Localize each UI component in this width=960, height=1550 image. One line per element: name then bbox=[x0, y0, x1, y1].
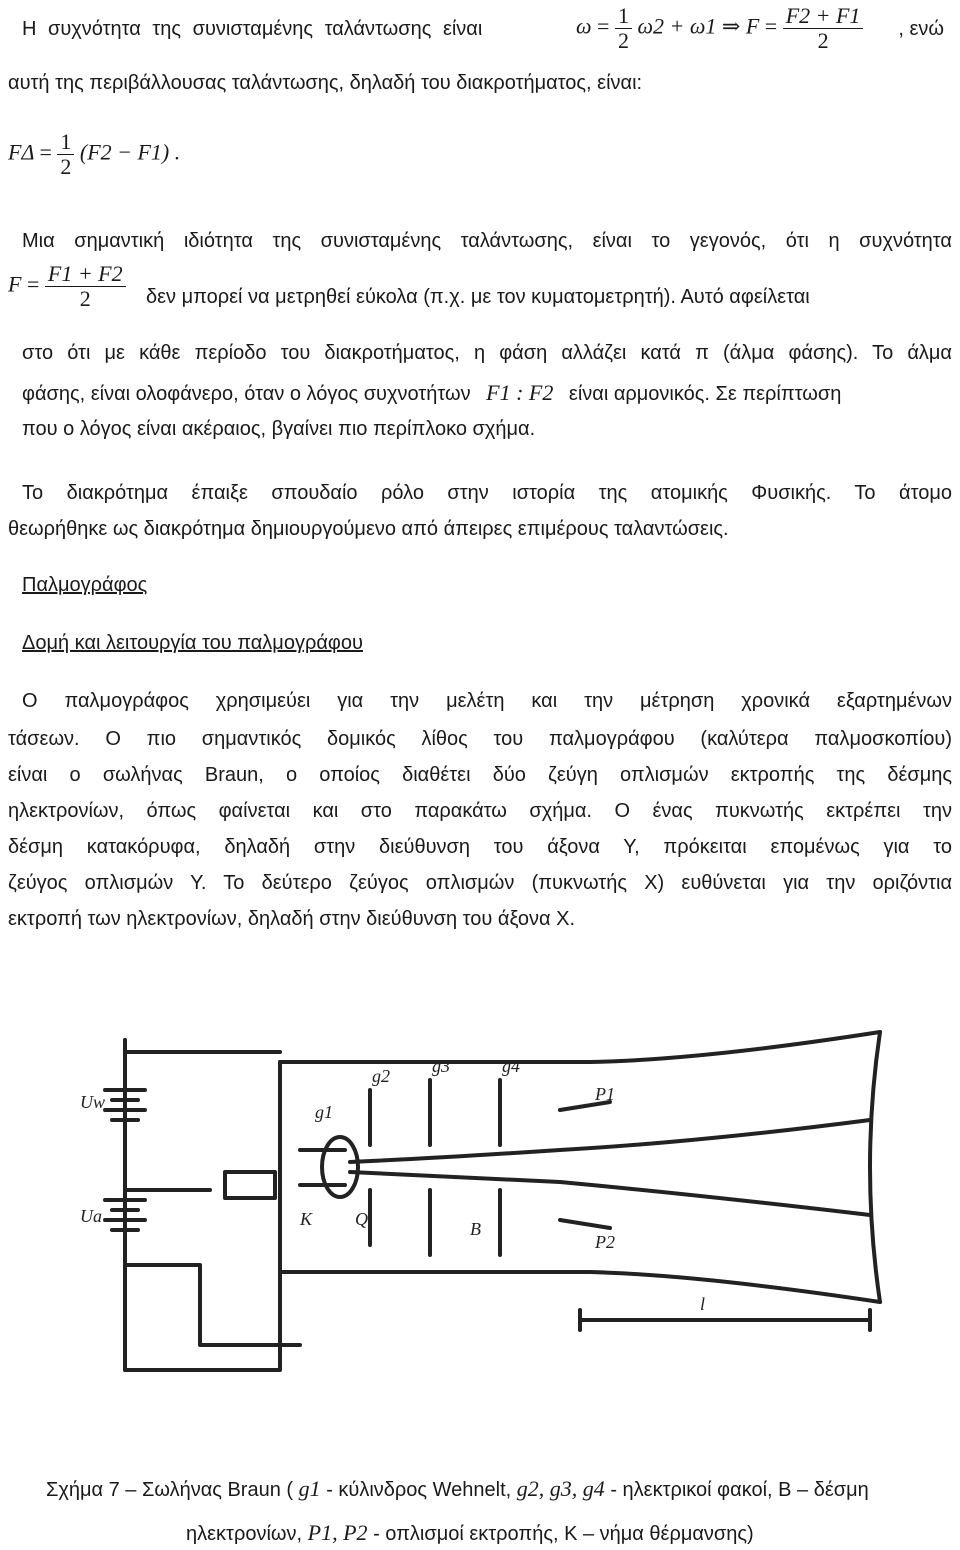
tube-screen bbox=[870, 1032, 880, 1302]
equals-sign-4: = bbox=[26, 271, 40, 297]
caption-line1c: - ηλεκτρικοί φακοί, B – δέσμη bbox=[610, 1479, 869, 1501]
braun-tube-figure bbox=[0, 1010, 960, 1400]
caption-line1a: Σχήμα 7 – Σωλήνας Braun ( bbox=[46, 1479, 294, 1501]
p2-line5: που ο λόγος είναι ακέραιος, βγαίνει πιο περίπλοκο σχήμα. bbox=[22, 418, 536, 440]
p2-line1: Μια σημαντική ιδιότητα της συνισταμένης ταλάντωσης, είναι το γεγονός, ότι η συχνότητα bbox=[22, 230, 952, 252]
p1-formula bbox=[576, 4, 863, 53]
p2-line4 bbox=[22, 380, 952, 406]
f-fraction: $\frac{F2 + F1}{2}$ bbox=[783, 4, 864, 53]
p3-line1: Το διακρότημα έπαιξε σπουδαίο ρόλο στην ιστορία της ατομικής Φυσικής. Το άτομο bbox=[22, 482, 952, 504]
p1-line1 bbox=[8, 3, 952, 72]
p4-line-4: δέσμη κατακόρυφα, δηλαδή στην διεύθυνση του άξονα Υ, πρόκειται επομένως για το bbox=[8, 836, 952, 858]
plate-p2 bbox=[560, 1220, 610, 1228]
p4-line-5: ζεύγος οπλισμών Υ. Το δεύτερο ζεύγος οπλισμών (πυκνωτής Χ) ευθύνεται για την οριζόντια bbox=[8, 872, 952, 894]
p4-line-3: ηλεκτρονίων, όπως φαίνεται και στο παρακάτω σχήμα. Ο ένας πυκνωτής εκτρέπει την bbox=[8, 800, 952, 822]
f-delta-symbol: FΔ bbox=[8, 139, 34, 165]
wehnelt-cylinder bbox=[322, 1137, 358, 1197]
f-difference: (F2 − F1) . bbox=[79, 139, 181, 165]
p1-intro: Η συχνότητα της συνισταμένης ταλάντωσης είναι bbox=[22, 18, 483, 40]
resistor-box bbox=[225, 1172, 275, 1198]
equals-sign-2: = bbox=[764, 13, 778, 39]
length-marker bbox=[580, 1310, 870, 1330]
label-p1: P1 bbox=[595, 1084, 615, 1104]
p1-line2: αυτή της περιβάλλουσας ταλάντωσης, δηλαδή του διακροτήματος, είναι: bbox=[8, 72, 643, 94]
p4-line-2: είναι ο σωλήνας Braun, ο οποίος διαθέτει δύο ζεύγη οπλισμών εκτροπής της δέσμης bbox=[8, 764, 952, 786]
label-b: B bbox=[470, 1219, 481, 1239]
caption-line2b: - οπλισμοί εκτροπής, K – νήμα θέρμανσης) bbox=[373, 1523, 754, 1545]
label-g4: g4 bbox=[502, 1056, 520, 1076]
caption-g1: g1 bbox=[298, 1476, 321, 1501]
equals-sign: = bbox=[597, 13, 610, 39]
label-k: K bbox=[300, 1209, 313, 1229]
label-l: l bbox=[700, 1294, 706, 1314]
equals-sign-3: = bbox=[39, 139, 52, 165]
caption-g234: g2, g3, g4 bbox=[516, 1476, 605, 1501]
tube-upper-outline bbox=[280, 1032, 880, 1062]
label-g3: g3 bbox=[432, 1056, 450, 1076]
caption-line1 bbox=[46, 1476, 869, 1502]
label-p2: P2 bbox=[595, 1232, 615, 1252]
tube-lower-outline bbox=[280, 1272, 880, 1302]
frequency-ratio: F1 : F2 bbox=[486, 380, 554, 405]
caption-line2 bbox=[186, 1520, 754, 1546]
omega-symbol: ω bbox=[576, 13, 592, 39]
caption-p12: P1, P2 bbox=[307, 1520, 368, 1545]
p4-line-1: τάσεων. Ο πιο σημαντικός δομικός λίθος του παλμογράφου (καλύτερα παλμοσκοπίου) bbox=[8, 728, 952, 750]
f-symbol-2: F bbox=[8, 271, 22, 297]
p3-line2: θεωρήθηκε ως διακρότημα δημιουργούμενο από άπειρες επιμέρους ταλαντώσεις. bbox=[8, 518, 729, 540]
heading-structure: Δομή και λειτουργία του παλμογράφου bbox=[22, 632, 363, 654]
wire-bottom bbox=[125, 1272, 280, 1370]
label-q: Q bbox=[355, 1209, 368, 1229]
p1-fdelta-formula bbox=[8, 130, 180, 179]
half-fraction: $\frac{1}{2}$ bbox=[615, 4, 632, 53]
implies-arrow: ⇒ bbox=[721, 13, 741, 39]
p2-f-formula bbox=[8, 262, 126, 311]
wire-mid-2 bbox=[125, 1265, 300, 1345]
label-g2: g2 bbox=[372, 1066, 390, 1086]
p4-line-0: Ο παλμογράφος χρησιμεύει για την μελέτη και την μέτρηση χρονικά εξαρτημένων bbox=[22, 690, 952, 712]
caption-line2a: ηλεκτρονίων, bbox=[186, 1523, 303, 1545]
heading-oscilloscope: Παλμογράφος bbox=[22, 574, 148, 596]
half-fraction-2: $\frac{1}{2}$ bbox=[57, 130, 74, 179]
f-fraction-2: $\frac{F1 + F2}{2}$ bbox=[45, 262, 126, 311]
p4-line-6: εκτροπή των ηλεκτρονίων, δηλαδή στην διεύθυνση του άξονα Χ. bbox=[8, 908, 576, 930]
f-symbol: F bbox=[745, 13, 760, 39]
p2-line2: δεν μπορεί να μετρηθεί εύκολα (π.χ. με τον κυματομετρητή). Αυτό αφείλεται bbox=[146, 286, 810, 308]
label-ua: Ua bbox=[80, 1206, 102, 1226]
p2-line4a: φάσης, είναι ολοφάνερο, όταν ο λόγος συχνοτήτων bbox=[22, 383, 471, 405]
p1-comma-end: , ενώ bbox=[898, 18, 944, 40]
omega-sum: ω2 + ω1 bbox=[637, 13, 717, 39]
p2-line3: στο ότι με κάθε περίοδο του διακροτήματος, η φάση αλλάζει κατά π (άλμα φάσης). Το άλμα bbox=[22, 342, 952, 364]
label-g1: g1 bbox=[315, 1102, 333, 1122]
p2-line4b: είναι αρμονικός. Σε περίπτωση bbox=[568, 383, 842, 405]
caption-line1b: - κύλινδρος Wehnelt, bbox=[326, 1479, 512, 1501]
wire-top bbox=[125, 1040, 280, 1052]
label-uw: Uw bbox=[80, 1092, 106, 1112]
